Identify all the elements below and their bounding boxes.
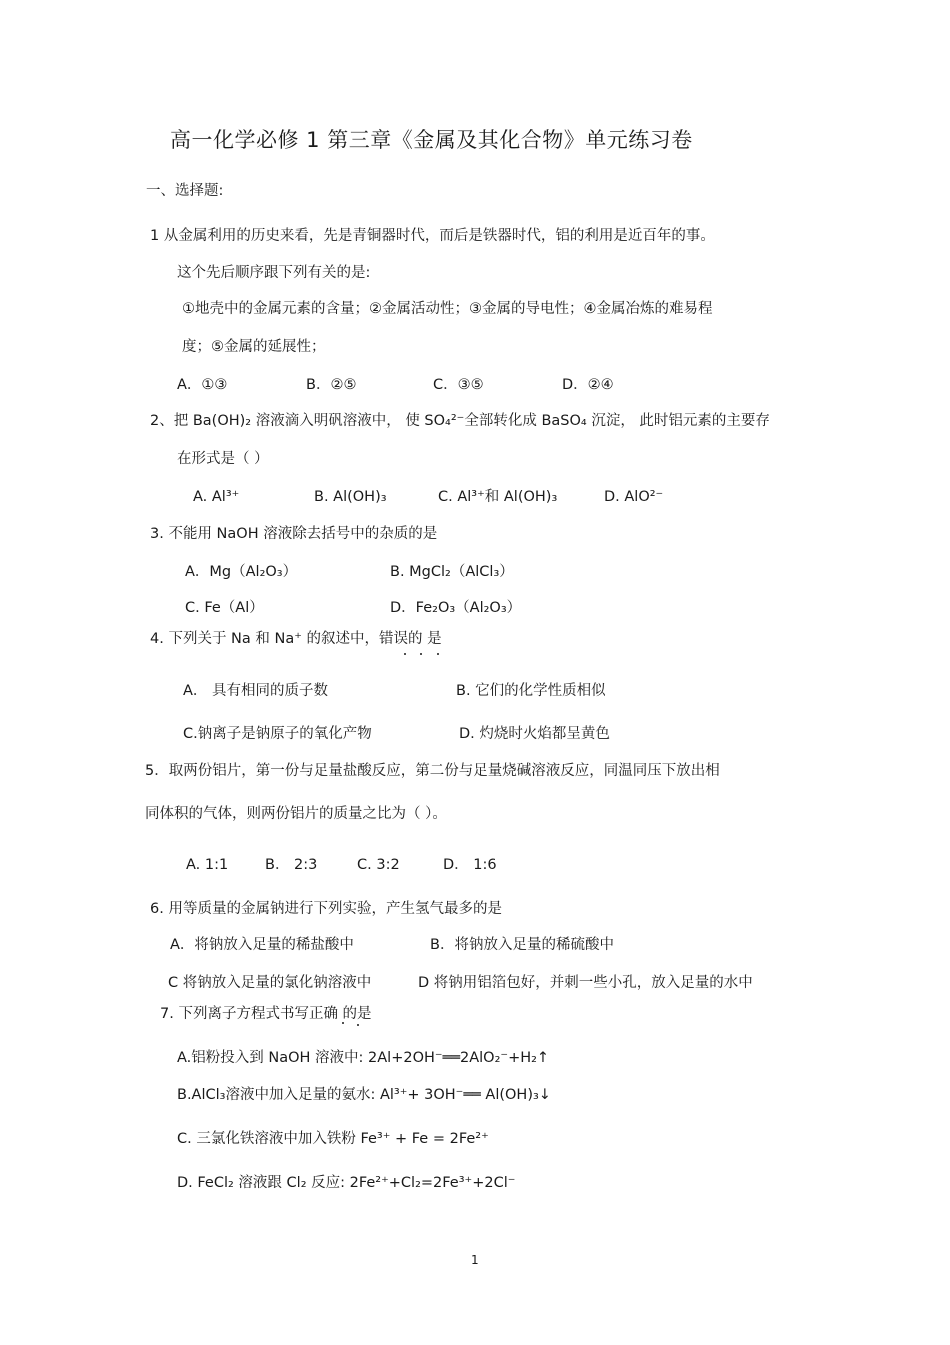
question-1-items-1: ①地壳中的金属元素的含量；②金属活动性；③金属的导电性；④金属冶炼的难易程 xyxy=(182,301,713,317)
question-5-option-c: C. 3:2 xyxy=(357,857,400,873)
question-5-option-d: D． 1:6 xyxy=(443,857,497,873)
question-5-option-a: A. 1:1 xyxy=(186,857,229,873)
question-6-stem: 6. 用等质量的金属钠进行下列实验，产生氢气最多的是 xyxy=(150,901,502,917)
question-3-option-d: D．Fe₂O₃（Al₂O₃） xyxy=(390,600,522,616)
question-1-stem: 1 从金属利用的历史来看，先是青铜器时代，而后是铁器时代，铝的利用是近百年的事。 xyxy=(150,228,715,244)
question-2-option-c: C. Al³⁺和 Al(OH)₃ xyxy=(438,489,558,505)
question-3-option-c: C. Fe（Al） xyxy=(185,600,264,616)
emphasis-dot xyxy=(357,1024,359,1026)
question-7-option-d: D. FeCl₂ 溶液跟 Cl₂ 反应: 2Fe²⁺+Cl₂=2Fe³⁺+2Cl⁻ xyxy=(177,1175,516,1191)
question-2-line-1: 2、把 Ba(OH)₂ 溶液滴入明矾溶液中， 使 SO₄²⁻全部转化成 BaSO₄ 沉淀， 此时铝元素的主要存 xyxy=(150,413,770,429)
question-6-option-b: B．将钠放入足量的稀硫酸中 xyxy=(430,937,614,953)
section-heading: 一、选择题: xyxy=(146,183,224,199)
question-1-option-c: C．③⑤ xyxy=(433,377,484,393)
question-2-option-d: D. AlO²⁻ xyxy=(604,489,664,505)
question-2-option-a: A. Al³⁺ xyxy=(193,489,240,505)
question-3-stem: 3. 不能用 NaOH 溶液除去括号中的杂质的是 xyxy=(150,526,438,542)
question-6-option-c: C 将钠放入足量的氯化钠溶液中 xyxy=(168,975,372,991)
question-3-option-b: B. MgCl₂（AlCl₃） xyxy=(390,564,514,580)
question-5-option-b: B． 2:3 xyxy=(265,857,318,873)
question-1-option-b: B．②⑤ xyxy=(306,377,357,393)
question-7-stem: 7. 下列离子方程式书写正确 的是 xyxy=(160,1006,372,1022)
question-4-stem: 4. 下列关于 Na 和 Na⁺ 的叙述中，错误的 是 xyxy=(150,631,442,647)
question-1-items-2: 度；⑤金属的延展性； xyxy=(182,339,326,355)
question-4-option-d: D. 灼烧时火焰都呈黄色 xyxy=(459,726,610,742)
question-5-line-1: 5．取两份铝片，第一份与足量盐酸反应，第二份与足量烧碱溶液反应，同温同压下放出相 xyxy=(145,763,720,779)
question-4-option-b: B. 它们的化学性质相似 xyxy=(456,683,606,699)
question-6-option-a: A．将钠放入足量的稀盐酸中 xyxy=(170,937,354,953)
emphasis-dot xyxy=(437,653,439,655)
question-4-option-c: C.钠离子是钠原子的氧化产物 xyxy=(183,726,372,742)
question-7-option-a: A.铝粉投入到 NaOH 溶液中: 2Al+2OH⁻══2AlO₂⁻+H₂↑ xyxy=(177,1050,550,1066)
emphasis-dot xyxy=(420,653,422,655)
emphasis-dot xyxy=(404,653,406,655)
question-1-option-a: A．①③ xyxy=(177,377,228,393)
page-title: 高一化学必修 1 第三章《金属及其化合物》单元练习卷 xyxy=(170,128,693,152)
question-3-option-a: A．Mg（Al₂O₃） xyxy=(185,564,298,580)
question-7-option-c: C. 三氯化铁溶液中加入铁粉 Fe³⁺ + Fe = 2Fe²⁺ xyxy=(177,1131,489,1147)
question-7-option-b: B.AlCl₃溶液中加入足量的氨水: Al³⁺+ 3OH⁻══ Al(OH)₃↓ xyxy=(177,1087,551,1103)
question-2-line-2: 在形式是（ ） xyxy=(177,451,269,467)
question-4-option-a: A． 具有相同的质子数 xyxy=(183,683,329,699)
question-5-line-2: 同体积的气体，则两份铝片的质量之比为（ ）。 xyxy=(145,806,447,822)
question-2-option-b: B. Al(OH)₃ xyxy=(314,489,387,505)
page-number: 1 xyxy=(471,1253,479,1267)
question-1-option-d: D．②④ xyxy=(562,377,614,393)
emphasis-dot xyxy=(342,1022,344,1024)
question-6-option-d: D 将钠用铝箔包好，并刺一些小孔，放入足量的水中 xyxy=(418,975,753,991)
question-1-stem-2: 这个先后顺序跟下列有关的是: xyxy=(177,265,371,281)
